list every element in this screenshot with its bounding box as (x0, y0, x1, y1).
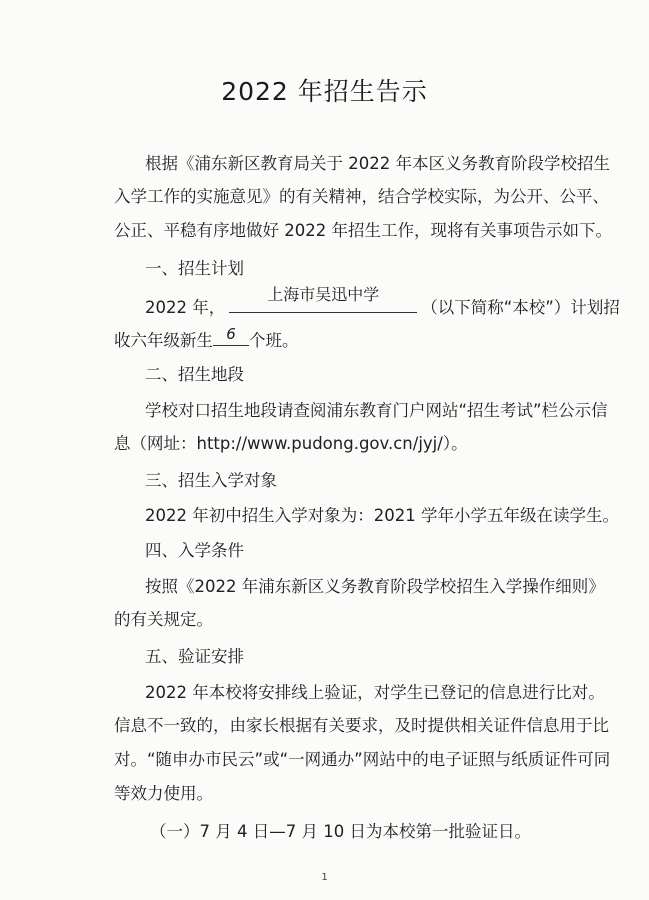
section-3-heading: 三、招生入学对象 (145, 471, 277, 490)
section-1-line-2-suffix: 个班。 (249, 331, 299, 350)
section-4-line-1: 按照《2022 年浦东新区义务教育阶段学校招生入学操作细则》 (145, 577, 605, 596)
section-5-line-4: 等效力使用。 (114, 784, 213, 803)
section-1-line-2 (114, 327, 299, 352)
class-count-blank (213, 327, 249, 346)
intro-line-1: 根据《浦东新区教育局关于 2022 年本区义务教育阶段学校招生 (145, 154, 610, 173)
section-1-line-2-prefix: 收六年级新生 (114, 331, 213, 350)
section-1-line-1 (145, 285, 620, 319)
section-5-item-1: （一）7 月 4 日—7 月 10 日为本校第一批验证日。 (150, 822, 531, 841)
section-1-suffix: （以下简称“本校”）计划招 (421, 298, 620, 317)
section-1-prefix: 2022 年， (145, 298, 226, 317)
intro-line-3: 公正、平稳有序地做好 2022 年招生工作，现将有关事项告示如下。 (114, 221, 612, 240)
section-4-line-2: 的有关规定。 (114, 610, 213, 629)
section-5-heading: 五、验证安排 (145, 647, 244, 666)
school-name-blank (229, 285, 417, 313)
intro-line-2: 入学工作的实施意见》的有关精神，结合学校实际，为公开、公平、 (114, 187, 609, 206)
section-2-line-1: 学校对口招生地段请查阅浦东教育门户网站“招生考试”栏公示信 (145, 401, 608, 420)
section-1-heading: 一、招生计划 (145, 259, 244, 278)
school-name: 上海市吴迅中学 (267, 285, 380, 304)
section-5-line-3: 对。“随申办市民云”或“一网通办”网站中的电子证照与纸质证件可同 (114, 750, 611, 769)
class-count: 6 (226, 325, 236, 343)
section-3-line-1: 2022 年初中招生入学对象为：2021 学年小学五年级在读学生。 (145, 506, 619, 525)
section-5-line-2: 信息不一致的，由家长根据有关要求，及时提供相关证件信息用于比 (114, 716, 609, 735)
page-title: 2022 年招生告示 (221, 77, 428, 106)
section-2-line-2: 息（网址：http://www.pudong.gov.cn/jyj/）。 (114, 434, 468, 453)
section-2-heading: 二、招生地段 (145, 365, 244, 384)
section-4-heading: 四、入学条件 (145, 541, 244, 560)
page-number: 1 (321, 872, 328, 883)
section-5-line-1: 2022 年本校将安排线上验证，对学生已登记的信息进行比对。 (145, 683, 605, 702)
